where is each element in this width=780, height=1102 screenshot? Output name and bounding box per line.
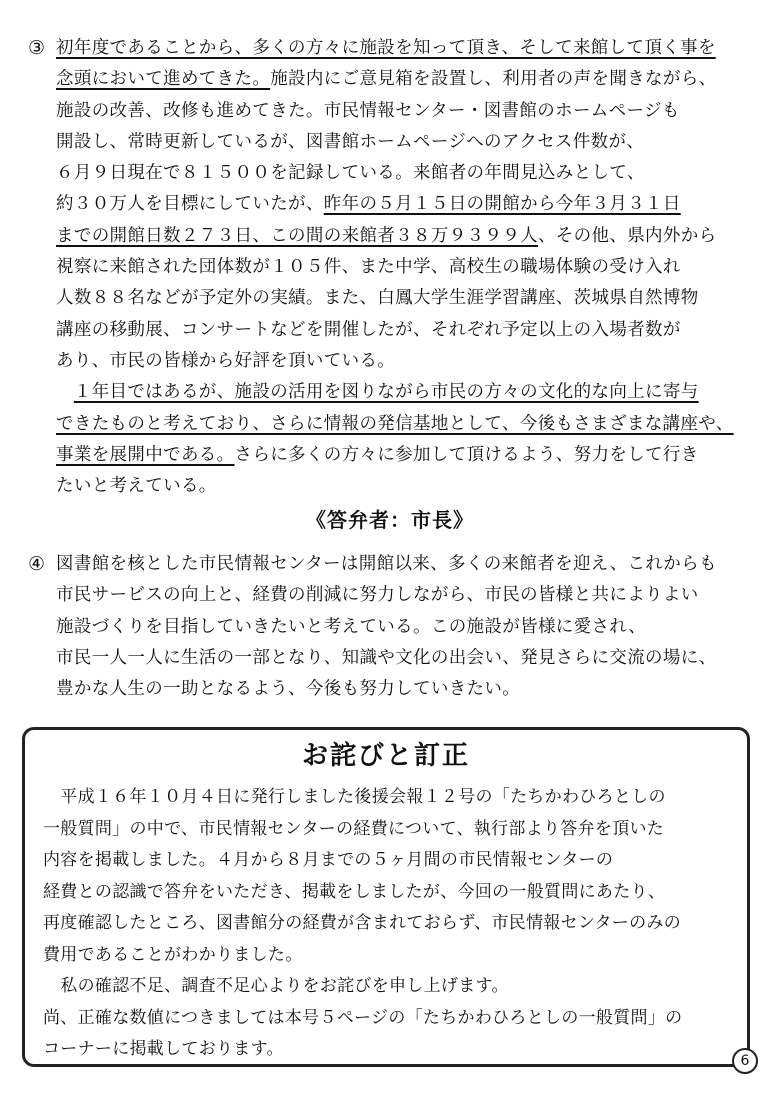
text-line [56,315,758,346]
text-segment: 、その他、県内外から [537,225,717,246]
text-segment: ６月９日現在で８１５００を記録している。来館者の年間見込みとして、 [56,163,645,184]
text-segment: たいと考えている。 [56,476,217,497]
underlined-text: までの開館日数２７３日、この間の来館者３８万９３９９人 [56,225,538,246]
answer-item-3 [28,33,758,502]
text-segment: 図書館を核とした市民情報センターは開館以来、多くの来館者を迎え、これからも [56,554,717,574]
notice-line: 再度確認したところ、図書館分の経費が含まれておらず、市民情報センターのみの [43,913,682,933]
text-line [56,549,758,580]
text-line [56,283,758,314]
text-segment: あり、市民の皆様から好評を頂いている。 [56,350,396,371]
notice-title: お詫びと訂正 [301,741,470,771]
notice-line: 私の確認不足、調査不足心よりをお詫びを申し上げます。 [43,976,509,996]
notice-line: 一般質問」の中で、市民情報センターの経費について、執行部より答弁を頂いた [43,818,665,839]
text-line [56,96,758,127]
text-segment: 施設内にご意見箱を設置し、利用者の声を聞きながら、 [270,69,717,90]
text-line [56,64,758,95]
notice-line: 平成１６年１０月４日に発行しました後援会報１２号の「たちかわひろとしの [43,787,666,807]
text-line [56,471,758,502]
underlined-text: １年目ではあるが、施設の活用を図りながら市民の方々の文化的な向上に寄与 [73,382,699,403]
text-line [56,440,758,471]
text-segment: 視察に来館された団体数が１０５件、また中学、高校生の職場体験の受け入れ [56,257,681,278]
underlined-text: 昨年の５月１５日の開館から今年３月３１日 [323,194,681,215]
underlined-text: 初年度であることから、多くの方々に施設を知って頂き、そして来館して頂く事を [56,38,716,58]
notice-line: 経費との認識で答弁をいただき、掲載をしましたが、今回の一般質問にあたり、 [43,881,666,902]
item-marker: ④ [28,553,46,575]
text-segment [56,382,74,402]
text-line [56,643,758,674]
page-number: 6 [732,1048,758,1074]
text-line [56,221,758,252]
text-segment: 約３０万人を目標にしていたが、 [56,194,324,215]
underlined-text: できたものと考えており、さらに情報の発信基地として、今後もさまざまな講座や、 [56,413,734,434]
notice-body [43,782,743,1066]
correction-notice-box [22,727,750,1067]
item-marker: ③ [28,37,46,59]
text-segment: 施設の改善、改修も進めてきた。市民情報センター・図書館のホームページも [56,100,680,121]
respondent-heading: 《答弁者：市長》 [306,508,474,532]
underlined-text: 事業を展開中である。 [56,444,235,465]
text-segment: 市民サービスの向上と、経費の削減に努力しながら、市民の皆様と共によりよい [56,585,699,606]
text-line [56,252,758,283]
answer-text [56,33,758,502]
text-line [56,377,758,408]
notice-line: 内容を掲載しました。４月から８月までの５ヶ月間の市民情報センターの [43,850,614,870]
text-segment: 講座の移動展、コンサートなどを開催したが、それぞれ予定以上の入場者数が [56,319,681,340]
text-segment: さらに多くの方々に参加して頂けるよう、努力をして行き [234,444,699,465]
text-line [56,409,758,440]
underlined-text: 念頭において進めてきた。 [56,69,271,90]
answer-text [56,549,758,705]
text-segment: 人数８８名などが予定外の実績。また、白鳳大学生涯学習講座、茨城県自然博物 [56,288,699,309]
notice-line: 費用であることがわかりました。 [43,944,303,965]
text-line [56,158,758,189]
text-segment: 施設づくりを目指していきたいと考えている。この施設が皆様に愛され、 [56,616,647,637]
text-line [56,346,758,377]
text-line [56,33,758,64]
text-line [56,127,758,158]
text-segment: 豊かな人生の一助となるよう、今後も努力していきたい。 [56,679,521,700]
text-line [56,189,758,220]
text-line [56,580,758,611]
text-segment: 開設し、常時更新しているが、図書館ホームページへのアクセス件数が、 [56,131,645,152]
text-line [56,612,758,643]
notice-line: 尚、正確な数値につきましては本号５ページの「たちかわひろとしの一般質問」の [43,1007,683,1028]
text-line [56,674,758,705]
answer-item-4 [28,549,758,705]
text-segment: 市民一人一人に生活の一部となり、知識や文化の出会い、発見さらに交流の場に、 [56,647,717,668]
notice-line: コーナーに掲載しております。 [43,1039,284,1059]
